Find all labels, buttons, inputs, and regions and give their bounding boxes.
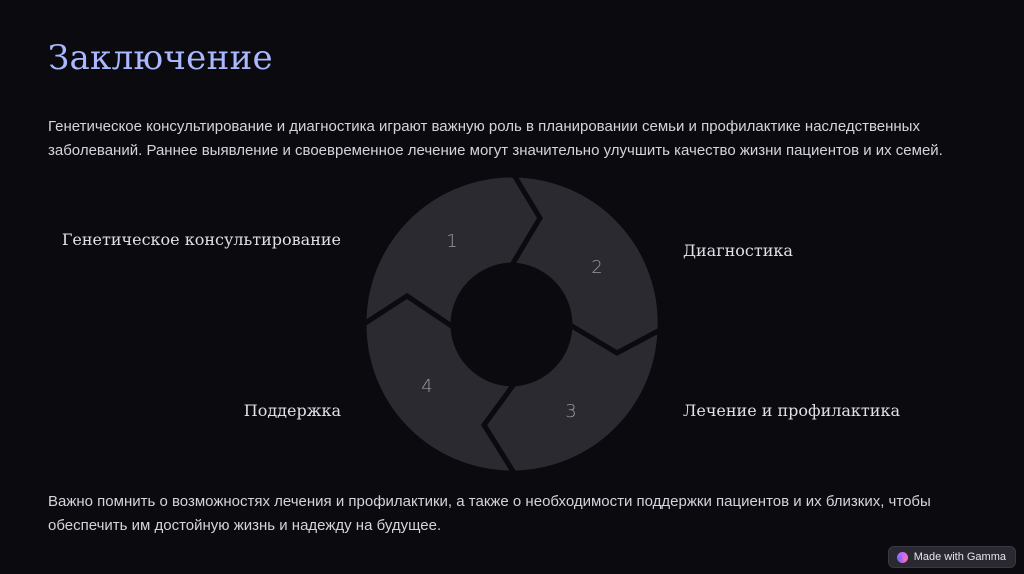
cycle-ring — [364, 175, 660, 473]
gamma-logo-icon — [897, 552, 908, 563]
cycle-number-3: 3 — [565, 401, 577, 422]
cycle-segment-3 — [484, 325, 660, 473]
cycle-number-4: 4 — [421, 376, 433, 397]
made-with-gamma-badge[interactable] — [888, 546, 1016, 568]
badge-label: Made with Gamma — [913, 551, 1006, 563]
cycle-label-4: Поддержка — [243, 401, 341, 420]
cycle-segment-2 — [512, 175, 660, 353]
cycle-number-2: 2 — [591, 257, 603, 278]
cycle-label-2: Диагностика — [683, 241, 793, 260]
page-title: Заключение — [48, 38, 273, 78]
cycle-label-3: Лечение и профилактика — [683, 401, 900, 420]
cycle-number-1: 1 — [446, 231, 458, 252]
outro-paragraph: Важно помнить о возможностях лечения и профилактики, а также о необходимости поддержки пациентов и их близких, чтобы обеспечить им достойную жизнь и надежду на будущее. — [48, 493, 931, 534]
intro-paragraph: Генетическое консультирование и диагностика играют важную роль в планировании семьи и профилактике наследственных заболеваний. Раннее выявление и своевременное лечение могут значительно улучшить качество жизни пациентов и их семей. — [48, 118, 943, 159]
cycle-segment-4 — [364, 296, 514, 473]
cycle-label-1: Генетическое консультирование — [61, 230, 341, 249]
